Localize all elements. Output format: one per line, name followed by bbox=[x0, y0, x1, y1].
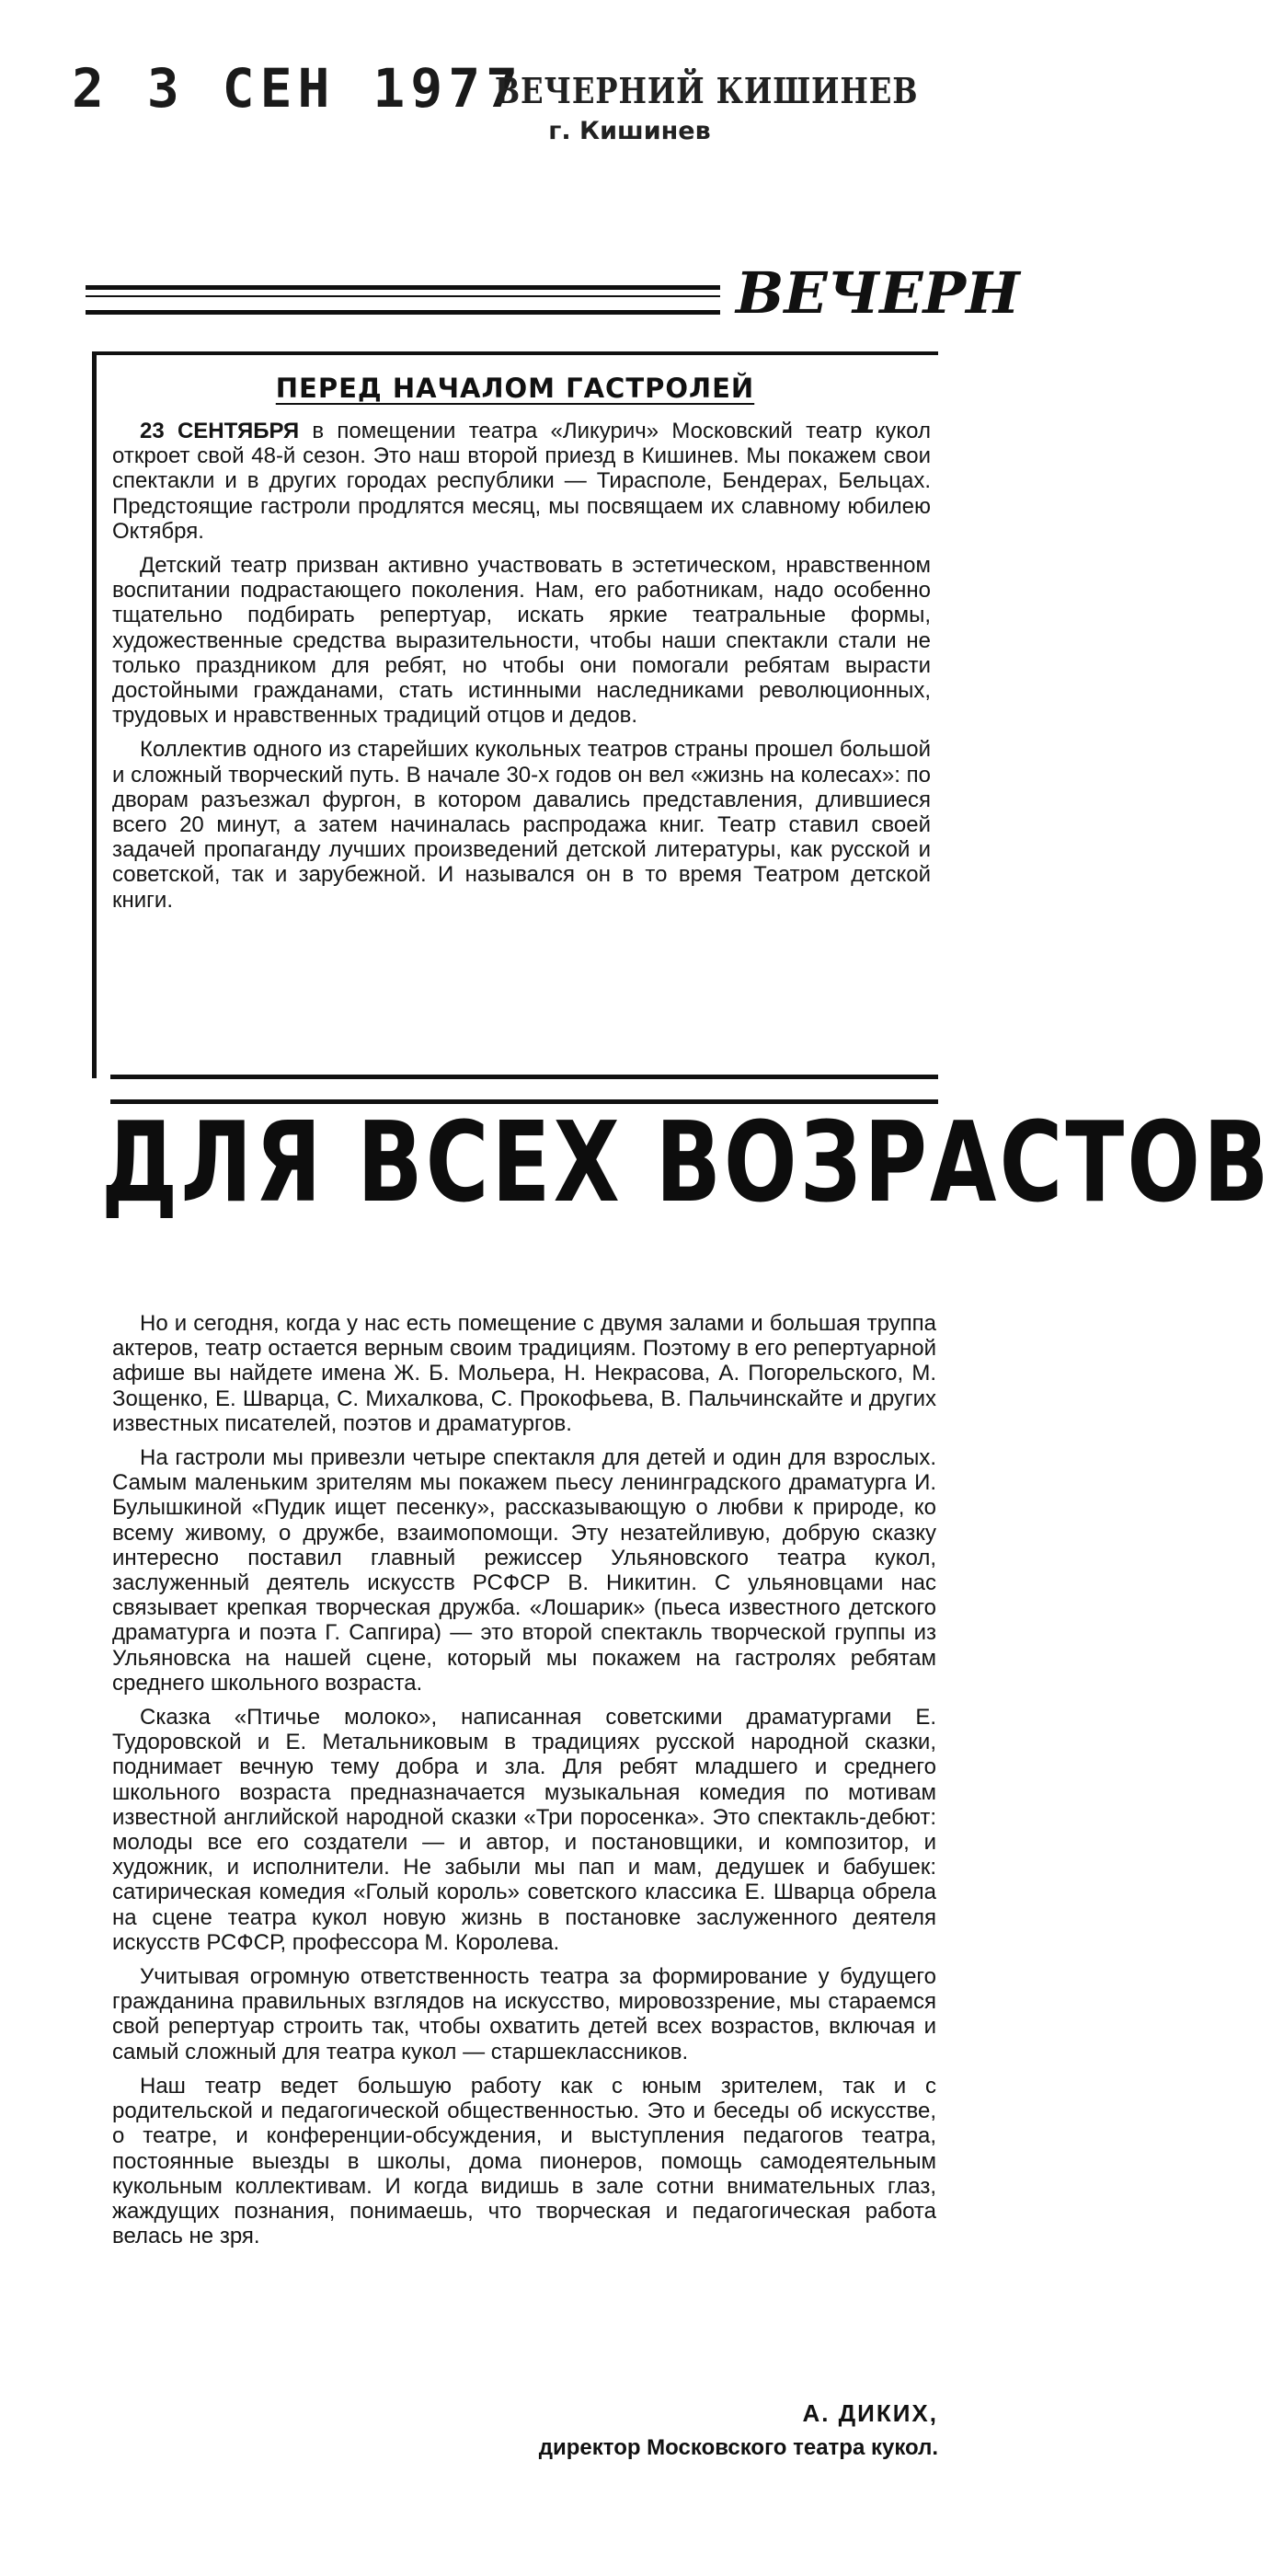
paragraph-3: Коллектив одного из старейших кукольных театров страны прошел большой и сложный творческий путь. В начале 30-х годов он вел «жизнь на колесах»: по дворам разъезжал фургон, в котором давались представления, длившиеся всего 20 минут, а затем начиналась распродажа книг. Театр ставил своей задачей пропаганду лучших произведений детской литературы, как русской и советской, так и зарубежной. И назывался он в то время Театром детской книги. bbox=[112, 737, 931, 913]
paragraph-4: Но и сегодня, когда у нас есть помещение с двумя залами и большая труппа актеров, театр остается верным своим традициям. Поэтому в его репертуарной афише вы найдете имена Ж. Б. Мольера, Н. Некрасова, А. Погорельского, М. Зощенко, Е. Шварца, С. Михалкова, С. Прокофьева, В. Пальчинскайте и других известных писателей, поэтов и драматургов. bbox=[112, 1311, 936, 1436]
masthead-rule bbox=[86, 285, 720, 315]
rubric-heading bbox=[92, 373, 938, 404]
paragraph-7: Учитывая огромную ответственность театра за формирование у будущего гражданина правильных взглядов на искусство, мировоззрение, мы стараемся свой репертуар строить так, чтобы охватить детей всех возрастов, включая и самый сложный для театра кукол — старшеклассников. bbox=[112, 1964, 936, 2064]
clipping-date-stamp: 2 3 СЕН 1977 bbox=[72, 57, 524, 120]
article-body-column bbox=[112, 1311, 936, 2258]
stamp-newspaper-name: ВЕЧЕРНИЙ КИШИНЕВ bbox=[494, 70, 919, 111]
lead-date: 23 СЕНТЯБРЯ bbox=[140, 419, 300, 443]
author-signature bbox=[441, 2399, 938, 2461]
paragraph-1-text: в помещении театра «Ликурич» Московский театр кукол откроет свой 48-й сезон. Это наш второй приезд в Кишинев. Мы покажем свои спектакли и в других городах республики — Тирасполе, Бендерах, Бельцах. Предстоящие гастроли продлятся месяц, мы посвящаем их славному юбилею Октября. bbox=[112, 419, 931, 544]
author-title: директор Московского театра кукол. bbox=[538, 2435, 938, 2460]
masthead-title: ВЕЧЕРН bbox=[736, 259, 1020, 327]
stamp-city: г. Кишинев bbox=[548, 117, 711, 145]
paragraph-5: На гастроли мы привезли четыре спектакля для детей и один для взрослых. Самым маленьким зрителям мы покажем пьесу ленинградского драматурга И. Булышкиной «Пудик ищет песенку», рассказывающую о любви к природе, ко всему живому, о дружбе, взаимопомощи. Эту незатейливую, добрую сказку интересно поставил главный режиссер Ульяновского театра кукол, заслуженный деятель искусств РСФСР В. Никитин. С ульяновцами нас связывает крепкая творческая дружба. «Лошарик» (пьеса известного детского драматурга и поэта Г. Сапгира) — это второй спектакль творческой группы из Ульяновска на нашей сцене, который мы покажем на гастролях ребятам среднего школьного возраста. bbox=[112, 1445, 936, 1696]
rubric-text: ПЕРЕД НАЧАЛОМ ГАСТРОЛЕЙ bbox=[275, 373, 755, 404]
frame-left-border bbox=[92, 351, 97, 1078]
paragraph-1 bbox=[112, 419, 931, 544]
paragraph-2: Детский театр призван активно участвовать в эстетическом, нравственном воспитании подрастающего поколения. Нам, его работникам, надо особенно тщательно подбирать репертуар, искать яркие театральные формы, художественные средства выразительности, чтобы наши спектакли стали не только праздником для ребят, но чтобы они помогали ребятам вырасти достойными гражданами, стать истинными наследниками революционных, трудовых и нравственных традиций отцов и дедов. bbox=[112, 553, 931, 729]
paragraph-6: Сказка «Птичье молоко», написанная советскими драматургами Е. Тудоровской и Е. Метальниковым в традициях русской народной сказки, поднимает вечную тему добра и зла. Для ребят младшего и среднего школьного возраста предназначается музыкальная комедия по мотивам известной английской народной сказки «Три поросенка». Это спектакль-дебют: молоды все его создатели — и автор, и постановщики, и композитор, и художник, и исполнители. Не забыли мы пап и мам, дедушек и бабушек: сатирическая комедия «Голый король» советского классика Е. Шварца обрела на сцене театра кукол новую жизнь в постановке заслуженного деятеля искусств РСФСР, профессора М. Королева. bbox=[112, 1705, 936, 1955]
author-name: А. ДИКИХ, bbox=[802, 2399, 938, 2427]
newspaper-source-stamp bbox=[471, 70, 919, 145]
paragraph-8: Наш театр ведет большую работу как с юным зрителем, так и с родительской и педагогической общественностью. Это и беседы об искусстве, о театре, и конференции-обсуждения, и выступления педагогов театра, постоянные выезды в школы, дома пионеров, помощь самодеятельным кукольным коллективам. И когда видишь в зале сотни внимательных глаз, жаждущих познания, понимаешь, что творческая и педагогическая работа велась не зря. bbox=[112, 2073, 936, 2249]
article-headline: ДЛЯ ВСЕХ ВОЗРАСТОВ bbox=[101, 1099, 1272, 1227]
article-intro-column bbox=[112, 419, 931, 922]
frame-top-border bbox=[92, 351, 938, 355]
